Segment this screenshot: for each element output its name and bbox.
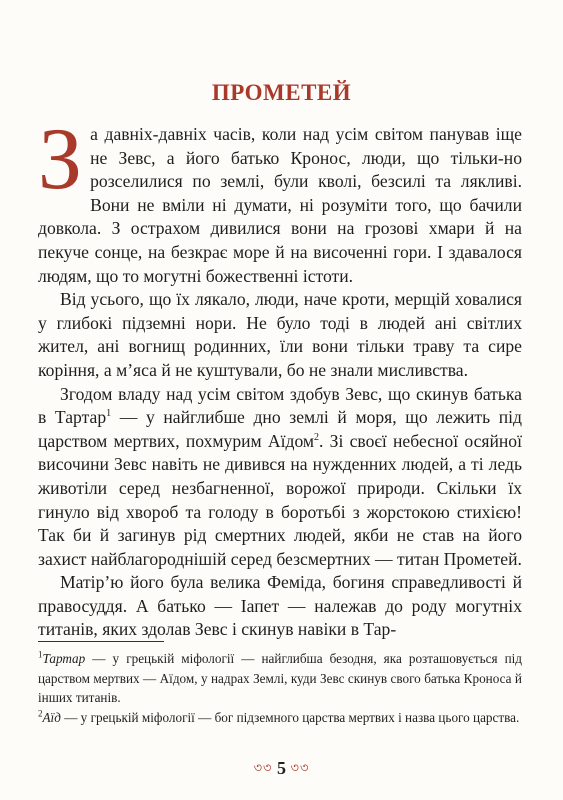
ornament-left-icon: ৩৩ <box>253 760 273 775</box>
footnotes <box>38 649 522 727</box>
paragraph-3-text-b: — у найглибше дно землі й моря, що лежить під царством мертвих, похмурим Аїдом <box>38 407 522 451</box>
paragraph-4: Матір’ю його була велика Феміда, богиня справедливості й правосуддя. А батько — Іапет — належав до роду могутніх титанів, яких здолав Зевс і скинув навіки в Тар- <box>38 572 522 640</box>
footnote-1-term: Тартар <box>42 651 86 666</box>
page-title: ПРОМЕТЕЙ <box>211 80 352 105</box>
footnote-1-number: 1 <box>38 649 43 660</box>
page-number-area <box>0 758 563 780</box>
footnote-1-text: — у грецькій міфології — найглибша безодня, яка розташовується під царством мертвих — Аїдом, у надрах Землі, куди Зевс скинув свого батька Кроноса й інших титанів. <box>38 651 522 706</box>
paragraph-3 <box>38 383 522 572</box>
footnote-ref-1[interactable]: 1 <box>106 408 112 420</box>
paragraph-3-text-c: . Зі своєї небесної осяйної височини Зевс навіть не дивився на нужденних людей, а ті ледь животіли серед незбагненної, ворожої природи. Скільки їх гинуло від хвороб та голоду в боротьбі з жорстокою стихією! Так би й загинув рід смертних людей, якби не став на його захист найблагороднішій серед безсмертних — титан Прометей. <box>38 430 522 569</box>
footnote-2-text: — у грецькій міфології — бог підземного царства мертвих і назва цього царства. <box>60 709 520 725</box>
footnote-2 <box>38 708 522 728</box>
drop-cap: З <box>38 111 83 208</box>
footnote-2-term: Аїд <box>42 709 61 725</box>
footnote-1 <box>38 649 522 708</box>
paragraph-1-text: а давніх-давніх часів, коли над усім світом панував іще не Зевс, а його батько Кронос, люди, що тільки-но розселилися по землі, були кволі, безсилі та лякливі. Вони не вміли ні думати, ні розуміти того, що бачили довкола. З острахом дивилися вони на грозові хмари й на пекуче сонце, на безкрає море й на височенні гори. І здавалося людям, що то могутні божественні істоти. <box>38 124 522 286</box>
paragraph-1 <box>38 111 522 288</box>
paragraph-2: Від усього, що їх лякало, люди, наче кроти, мерщій ховалися у глибокі підземні нори. Не було тоді в людей ані світлих жител, ані вогнищ родинних, їли вони тільки траву та сире коріння, а м’яса й не куштували, бо не знали мисливства. <box>38 289 522 380</box>
main-text <box>38 111 522 642</box>
footnote-2-number: 2 <box>38 708 43 719</box>
ornament-right-icon: ৩৩ <box>290 760 310 775</box>
paragraph-3-text-a: Згодом владу над усім світом здобув Зевс, що скинув батька в Тартар <box>38 383 522 428</box>
page-number: 5 <box>277 758 286 778</box>
footnote-ref-2[interactable]: 2 <box>314 431 320 443</box>
footnote-divider <box>38 641 164 642</box>
